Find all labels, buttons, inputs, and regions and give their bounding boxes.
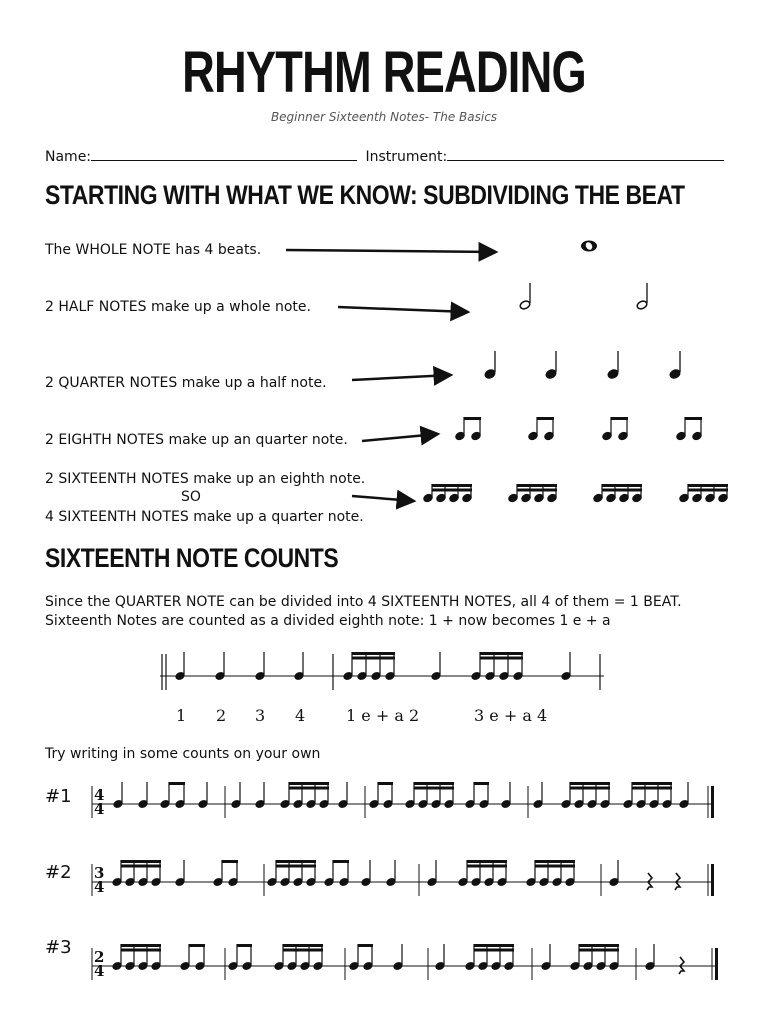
sixteenth-note-group-icon (280, 782, 329, 809)
eighth-note-pair-icon (369, 782, 393, 809)
sixteenth-note-group-icon (570, 944, 619, 971)
section-heading-sixteenth-counts: SIXTEENTH NOTE COUNTS (45, 543, 339, 573)
eighth-note-pair-icon (349, 944, 373, 971)
sixteenth-note-text: 2 SIXTEENTH NOTES make up an eighth note. (45, 471, 366, 487)
sixteenth-explanation-2: Sixteenth Notes are counted as a divided eighth note: 1 + now becomes 1 e + a (45, 613, 611, 629)
eighth-note-pair-icon (180, 944, 205, 971)
time-signature-top: 2 (94, 948, 105, 966)
sixteenth-note-group-icon (526, 860, 575, 887)
instrument-label: Instrument: (365, 149, 448, 165)
eighth-note-pair-icon (228, 944, 252, 971)
sixteenth-note-group-icon (593, 484, 642, 503)
quarter-note-icon (175, 860, 185, 887)
quarter-note-icon (138, 782, 148, 809)
sixteenth-note-group-icon (458, 860, 507, 887)
half-note-text: 2 HALF NOTES make up a whole note. (45, 299, 311, 315)
count-label: 4 (295, 706, 306, 725)
try-writing-text: Try writing in some counts on your own (45, 746, 321, 762)
exercise-2-staff (92, 860, 714, 896)
arrow-icon (352, 496, 414, 501)
eighth-note-pair-icon (676, 417, 702, 441)
quarter-note-icon (255, 652, 265, 681)
sixteenth-note-group-icon (274, 944, 323, 971)
quarter-note-icon (645, 944, 655, 971)
time-signature-bottom: 4 (94, 962, 105, 980)
count-label: 2 (216, 706, 227, 725)
whole-note-text: The WHOLE NOTE has 4 beats. (45, 242, 262, 258)
exercise-3-staff (92, 944, 718, 980)
count-label: 1 e + a 2 (346, 706, 420, 725)
sixteenth-note-group-icon (423, 484, 472, 503)
arrow-icon (338, 307, 468, 312)
quarter-note-icon (607, 351, 619, 380)
page-title: RHYTHM READING (182, 40, 586, 105)
quarter-note-icon (255, 782, 265, 809)
time-signature-top: 4 (94, 786, 105, 804)
quarter-note-icon (533, 782, 543, 809)
half-note-icon (636, 283, 648, 310)
sixteenth-explanation-1: Since the QUARTER NOTE can be divided into 4 SIXTEENTH NOTES, all 4 of them = 1 BEAT. (45, 594, 682, 610)
quarter-note-icon (679, 782, 689, 809)
eighth-note-pair-icon (455, 417, 481, 441)
sixteenth-note-group-icon (465, 944, 514, 971)
so-text: SO (181, 489, 201, 505)
quarter-note-icon (175, 652, 185, 681)
eighth-note-pair-icon (602, 417, 628, 441)
half-note-icon (519, 283, 531, 310)
count-example-staff (160, 652, 604, 690)
sixteenth-note-group-icon (623, 782, 672, 809)
quarter-note-icon (393, 944, 403, 971)
quarter-note-icon (231, 782, 241, 809)
time-signature-bottom: 4 (94, 878, 105, 896)
section-heading-subdividing: STARTING WITH WHAT WE KNOW: SUBDIVIDING THE BEAT (45, 180, 685, 210)
sixteenth-note-group-icon (561, 782, 610, 809)
eighth-note-pair-icon (213, 860, 238, 887)
count-label: 1 (176, 706, 187, 725)
name-label: Name: (45, 149, 92, 165)
eighth-note-pair-icon (160, 782, 185, 809)
count-label: 3 (255, 706, 266, 725)
sixteenth-quarter-text: 4 SIXTEENTH NOTES make up a quarter note. (45, 509, 364, 525)
arrow-icon (352, 375, 451, 380)
sixteenth-note-group-icon (267, 860, 316, 887)
time-signature-top: 3 (94, 864, 105, 882)
quarter-note-icon (338, 782, 348, 809)
quarter-note-icon (431, 652, 441, 681)
quarter-note-icon (501, 782, 511, 809)
eighth-note-text: 2 EIGHTH NOTES make up an quarter note. (45, 432, 348, 448)
exercise-1-label: #1 (45, 786, 72, 807)
quarter-note-icon (669, 351, 681, 380)
sixteenth-note-group-icon (679, 484, 728, 503)
quarter-note-icon (215, 652, 225, 681)
arrow-icon (286, 250, 496, 252)
quarter-note-icon (435, 944, 445, 971)
time-signature-bottom: 4 (94, 800, 105, 818)
page-subtitle: Beginner Sixteenth Notes- The Basics (270, 110, 498, 124)
quarter-note-icon (361, 860, 371, 887)
sixteenth-note-group-icon (112, 860, 161, 887)
eighth-note-pair-icon (528, 417, 554, 441)
exercise-3-label: #3 (45, 937, 72, 958)
exercise-2-label: #2 (45, 862, 72, 883)
eighth-note-pair-icon (465, 782, 489, 809)
quarter-note-icon (484, 351, 496, 380)
quarter-note-icon (561, 652, 571, 681)
quarter-note-icon (198, 782, 208, 809)
sixteenth-note-group-icon (112, 944, 161, 971)
quarter-note-icon (545, 351, 557, 380)
count-label: 3 e + a 4 (474, 706, 548, 725)
quarter-note-icon (294, 652, 304, 681)
sixteenth-note-group-icon (508, 484, 557, 503)
exercise-1-staff (92, 782, 714, 818)
whole-note-icon (581, 241, 597, 252)
quarter-note-icon (113, 782, 123, 809)
quarter-note-icon (427, 860, 437, 887)
quarter-note-icon (609, 860, 619, 887)
quarter-note-icon (541, 944, 551, 971)
eighth-note-pair-icon (324, 860, 349, 887)
quarter-note-icon (386, 860, 396, 887)
sixteenth-note-group-icon (405, 782, 454, 809)
quarter-note-text: 2 QUARTER NOTES make up a half note. (45, 375, 327, 391)
arrow-icon (362, 434, 438, 441)
